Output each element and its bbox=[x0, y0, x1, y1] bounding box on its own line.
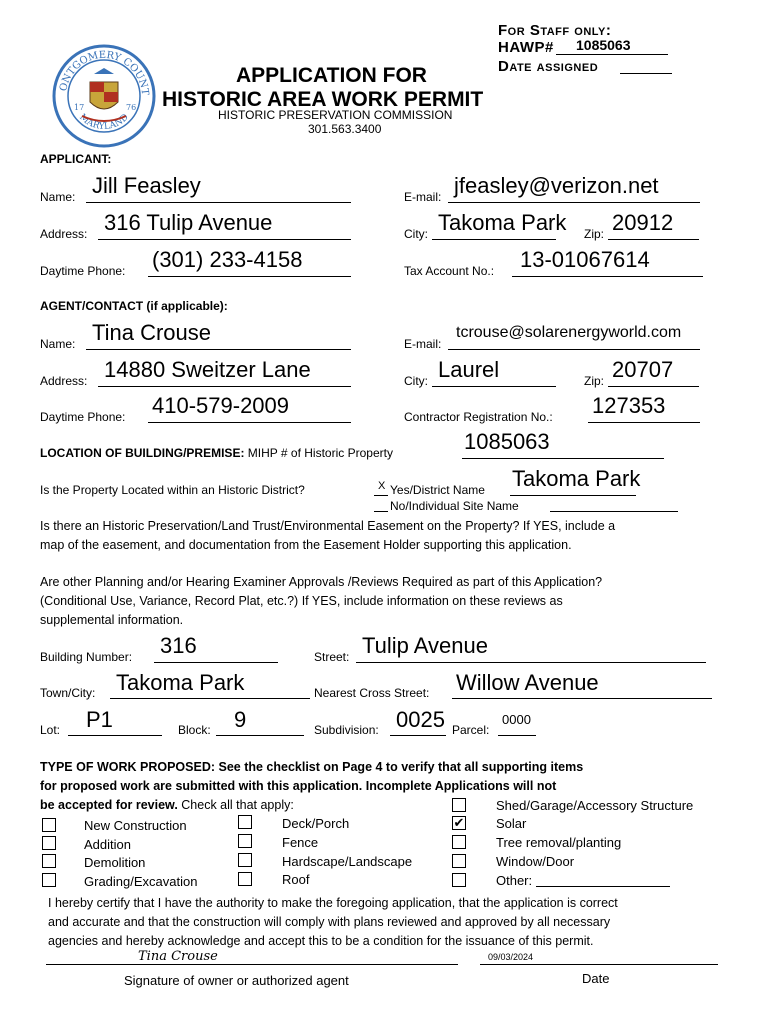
applicant-address-label: Address: bbox=[40, 227, 88, 241]
location-row bbox=[40, 446, 393, 460]
certify-line-1: I hereby certify that I have the authority to make the foregoing application, that the application is correct bbox=[48, 896, 618, 910]
hawp-label: HAWP# bbox=[498, 39, 554, 56]
district-yes-mark[interactable]: X bbox=[378, 480, 386, 492]
applicant-zip-label: Zip: bbox=[584, 227, 605, 241]
applicant-name-field[interactable]: Jill Feasley bbox=[92, 173, 201, 198]
checkbox-window-door[interactable] bbox=[452, 854, 466, 868]
date-assigned-label: Date assigned bbox=[498, 58, 599, 75]
mihp-field[interactable]: 1085063 bbox=[464, 429, 550, 454]
county-seal-logo bbox=[52, 44, 156, 148]
approvals-question-line-2: (Conditional Use, Variance, Record Plat, etc.?) If YES, include information on these reviews as bbox=[40, 594, 563, 608]
agent-address-field[interactable]: 14880 Sweitzer Lane bbox=[104, 357, 311, 382]
agent-city-field[interactable]: Laurel bbox=[438, 357, 500, 382]
label-hardscape-landscape: Hardscape/Landscape bbox=[282, 854, 413, 869]
district-no-label: No/Individual Site Name bbox=[390, 499, 519, 513]
other-field[interactable] bbox=[536, 886, 670, 887]
commission-phone: 301.563.3400 bbox=[308, 122, 382, 136]
applicant-phone-field[interactable]: (301) 233-4158 bbox=[152, 247, 303, 272]
approvals-question-line-1: Are other Planning and/or Hearing Examiner Approvals /Reviews Required as part of this Application? bbox=[40, 575, 603, 589]
label-roof: Roof bbox=[282, 872, 310, 887]
signature-line[interactable] bbox=[46, 964, 458, 965]
title-line-2: HISTORIC AREA WORK PERMIT bbox=[162, 88, 484, 111]
label-solar: Solar bbox=[496, 816, 527, 831]
applicant-address-field[interactable]: 316 Tulip Avenue bbox=[104, 210, 273, 235]
agent-zip-field[interactable]: 20707 bbox=[612, 357, 674, 382]
solar-check-mark: ✔ bbox=[453, 815, 465, 830]
district-name-field[interactable]: Takoma Park bbox=[512, 466, 641, 491]
certify-line-3: agencies and hereby acknowledge and accept this to be a condition for the issuance of this permit. bbox=[48, 934, 594, 948]
seal-year-right: 76 bbox=[126, 103, 137, 112]
applicant-city-field[interactable]: Takoma Park bbox=[438, 210, 567, 235]
signature-date: 09/03/2024 bbox=[488, 952, 534, 962]
commission-name: HISTORIC PRESERVATION COMMISSION bbox=[218, 108, 453, 122]
label-shed-garage: Shed/Garage/Accessory Structure bbox=[496, 798, 694, 813]
mihp-label: MIHP # of Historic Property bbox=[247, 446, 393, 460]
agent-phone-label: Daytime Phone: bbox=[40, 410, 126, 424]
agent-name-label: Name: bbox=[40, 337, 76, 351]
work-instructions-line-1: TYPE OF WORK PROPOSED: See the checklist on Page 4 to verify that all supporting items bbox=[40, 760, 584, 774]
label-addition: Addition bbox=[84, 837, 131, 852]
label-deck-porch: Deck/Porch bbox=[282, 816, 350, 831]
applicant-name-label: Name: bbox=[40, 190, 76, 204]
checkbox-addition[interactable] bbox=[42, 836, 56, 850]
work-instructions-line-2: for proposed work are submitted with this application. Incomplete Applications will not bbox=[40, 779, 557, 793]
label-demolition: Demolition bbox=[84, 855, 146, 870]
staff-heading: For Staff only: bbox=[498, 22, 612, 39]
applicant-city-label: City: bbox=[404, 227, 428, 241]
district-question: Is the Property Located within an Historic District? bbox=[40, 483, 305, 497]
certify-line-2: and accurate and that the construction will comply with plans reviewed and approved by all necessary bbox=[48, 915, 611, 929]
agent-phone-field[interactable]: 410-579-2009 bbox=[152, 393, 290, 418]
tax-account-label: Tax Account No.: bbox=[404, 264, 495, 278]
lot-label: Lot: bbox=[40, 723, 61, 737]
subdivision-field[interactable]: 0025 bbox=[396, 707, 445, 732]
applicant-email-label: E-mail: bbox=[404, 190, 442, 204]
agent-name-field[interactable]: Tina Crouse bbox=[92, 320, 212, 345]
approvals-question-line-3: supplemental information. bbox=[40, 613, 184, 627]
block-label: Block: bbox=[178, 723, 211, 737]
applicant-zip-field[interactable]: 20912 bbox=[612, 210, 674, 235]
hawp-number: 1085063 bbox=[576, 37, 631, 53]
cross-street-field[interactable]: Willow Avenue bbox=[456, 670, 599, 695]
checkbox-shed-garage[interactable] bbox=[452, 798, 466, 812]
lot-field[interactable]: P1 bbox=[86, 707, 113, 732]
parcel-field[interactable]: 0000 bbox=[502, 712, 531, 727]
town-city-field[interactable]: Takoma Park bbox=[116, 670, 245, 695]
block-field[interactable]: 9 bbox=[234, 707, 247, 732]
work-not-accepted-note: be accepted for review. bbox=[40, 798, 178, 812]
checkbox-roof[interactable] bbox=[238, 872, 252, 886]
date-label: Date bbox=[582, 971, 610, 986]
label-other: Other: bbox=[496, 873, 533, 888]
seal-year-left: 17 bbox=[74, 103, 85, 112]
title-line-1: APPLICATION FOR bbox=[236, 64, 427, 87]
checkbox-fence[interactable] bbox=[238, 834, 252, 848]
contractor-registration-field[interactable]: 127353 bbox=[592, 393, 666, 418]
date-line[interactable] bbox=[480, 964, 718, 965]
label-window-door: Window/Door bbox=[496, 854, 575, 869]
label-grading-excavation: Grading/Excavation bbox=[84, 874, 198, 889]
street-label: Street: bbox=[314, 650, 350, 664]
label-fence: Fence bbox=[282, 835, 319, 850]
agent-email-label: E-mail: bbox=[404, 337, 442, 351]
easement-question-line-1: Is there an Historic Preservation/Land Trust/Environmental Easement on the Property? If YES, include a bbox=[40, 519, 616, 533]
checkbox-new-construction[interactable] bbox=[42, 818, 56, 832]
checkbox-solar[interactable] bbox=[452, 816, 466, 830]
tax-account-field[interactable]: 13-01067614 bbox=[520, 247, 650, 272]
date-assigned-line bbox=[620, 73, 672, 74]
label-new-construction: New Construction bbox=[84, 818, 187, 833]
street-field[interactable]: Tulip Avenue bbox=[362, 633, 488, 658]
checkbox-deck-porch[interactable] bbox=[238, 815, 252, 829]
work-check-all-note: Check all that apply: bbox=[177, 798, 294, 812]
checkbox-other[interactable] bbox=[452, 873, 466, 887]
applicant-phone-label: Daytime Phone: bbox=[40, 264, 126, 278]
checkbox-grading-excavation[interactable] bbox=[42, 873, 56, 887]
checkbox-demolition[interactable] bbox=[42, 854, 56, 868]
seal-arc-top: ONTGOMERY COUNT bbox=[58, 49, 151, 96]
seal-arc-bottom: MARYLAND bbox=[77, 112, 131, 132]
contractor-registration-label: Contractor Registration No.: bbox=[404, 410, 553, 424]
agent-heading: AGENT/CONTACT (if applicable): bbox=[40, 299, 228, 313]
agent-email-field[interactable]: tcrouse@solarenergyworld.com bbox=[456, 324, 682, 341]
town-city-label: Town/City: bbox=[40, 686, 96, 700]
work-instructions-line-3 bbox=[40, 798, 294, 812]
hawp-line bbox=[556, 54, 668, 55]
building-number-label: Building Number: bbox=[40, 650, 133, 664]
district-yes-label: Yes/District Name bbox=[390, 483, 485, 497]
easement-question-line-2: map of the easement, and documentation from the Easement Holder supporting this application. bbox=[40, 538, 572, 552]
location-heading: LOCATION OF BUILDING/PREMISE: bbox=[40, 446, 245, 460]
building-number-field[interactable]: 316 bbox=[160, 633, 197, 658]
agent-address-label: Address: bbox=[40, 374, 88, 388]
checkbox-hardscape-landscape[interactable] bbox=[238, 853, 252, 867]
applicant-heading: APPLICANT: bbox=[40, 152, 112, 166]
parcel-label: Parcel: bbox=[452, 723, 490, 737]
agent-city-label: City: bbox=[404, 374, 428, 388]
subdivision-label: Subdivision: bbox=[314, 723, 379, 737]
applicant-email-field[interactable]: jfeasley@verizon.net bbox=[454, 173, 659, 198]
checkbox-tree-removal[interactable] bbox=[452, 835, 466, 849]
agent-zip-label: Zip: bbox=[584, 374, 605, 388]
signature-label: Signature of owner or authorized agent bbox=[124, 973, 349, 988]
label-tree-removal: Tree removal/planting bbox=[496, 835, 622, 850]
signature: Tina Crouse bbox=[138, 949, 218, 964]
cross-street-label: Nearest Cross Street: bbox=[314, 686, 430, 700]
